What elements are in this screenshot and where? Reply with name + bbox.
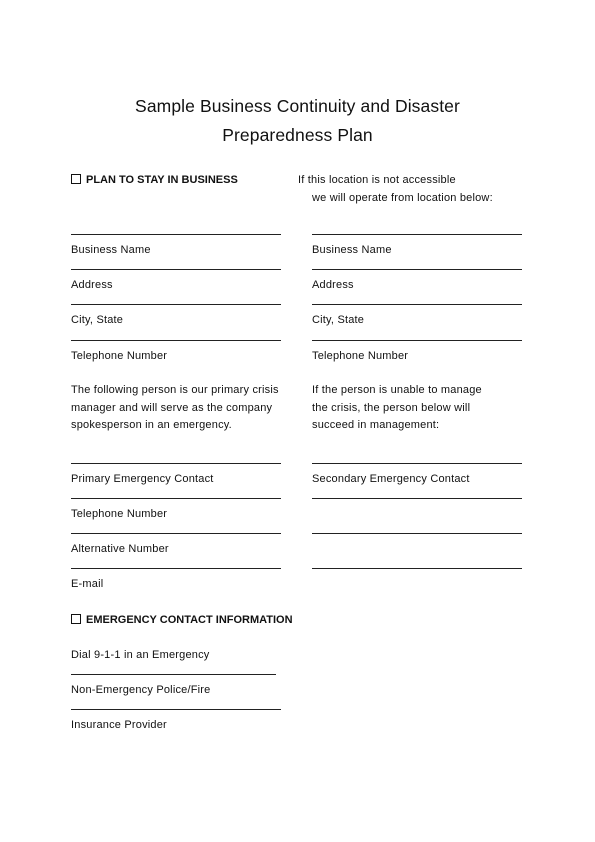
telephone-line[interactable]: [71, 340, 281, 341]
document-title-line-1: Sample Business Continuity and Disaster: [135, 96, 460, 116]
alt-address-line[interactable]: [312, 269, 522, 270]
plan-checkbox[interactable]: [71, 174, 81, 184]
primary-crisis-paragraph: The following person is our primary crisis manager and will serve as the company spokesperson in an emergency.: [71, 384, 279, 432]
alt-telephone-line[interactable]: [312, 340, 522, 341]
secondary-contact-label: Secondary Emergency Contact: [312, 473, 470, 485]
plan-heading-label: PLAN TO STAY IN BUSINESS: [86, 174, 238, 186]
document-title-line-2: Preparedness Plan: [222, 125, 373, 145]
primary-contact-line[interactable]: [71, 463, 281, 464]
city-state-line[interactable]: [71, 304, 281, 305]
telephone-label: Telephone Number: [71, 350, 168, 362]
alt-telephone-label: Telephone Number: [312, 350, 409, 362]
email-label: E-mail: [71, 578, 104, 590]
city-state-label: City, State: [71, 314, 124, 326]
dial-911-text: Dial 9-1-1 in an Emergency: [71, 649, 210, 661]
address-line[interactable]: [71, 269, 281, 270]
emergency-heading-label: EMERGENCY CONTACT INFORMATION: [86, 614, 293, 626]
alt-city-state-label: City, State: [312, 314, 365, 326]
alternative-number-line[interactable]: [71, 533, 281, 534]
insurance-label: Insurance Provider: [71, 719, 167, 731]
alt-location-text-line-1: If this location is not accessible: [298, 174, 456, 186]
alternative-number-label: Alternative Number: [71, 543, 169, 555]
emergency-checkbox[interactable]: [71, 614, 81, 624]
secondary-crisis-paragraph: If the person is unable to manage the crisis, the person below will succeed in management:: [312, 384, 482, 432]
alt-business-name-label: Business Name: [312, 244, 392, 256]
primary-telephone-line[interactable]: [71, 498, 281, 499]
alt-address-label: Address: [312, 279, 354, 291]
business-name-line[interactable]: [71, 234, 281, 235]
insurance-line[interactable]: [71, 709, 281, 710]
secondary-blank-line-3[interactable]: [312, 568, 522, 569]
non-emergency-line[interactable]: [71, 674, 276, 675]
alt-city-state-line[interactable]: [312, 304, 522, 305]
secondary-contact-line[interactable]: [312, 463, 522, 464]
secondary-blank-line-2[interactable]: [312, 533, 522, 534]
non-emergency-label: Non-Emergency Police/Fire: [71, 684, 211, 696]
plan-section-heading: [71, 174, 238, 186]
address-label: Address: [71, 279, 113, 291]
email-line[interactable]: [71, 568, 281, 569]
secondary-blank-line-1[interactable]: [312, 498, 522, 499]
primary-telephone-label: Telephone Number: [71, 508, 168, 520]
emergency-section-heading: [71, 614, 293, 626]
business-name-label: Business Name: [71, 244, 151, 256]
alt-business-name-line[interactable]: [312, 234, 522, 235]
primary-contact-label: Primary Emergency Contact: [71, 473, 214, 485]
alt-location-text-line-2: we will operate from location below:: [312, 192, 493, 204]
